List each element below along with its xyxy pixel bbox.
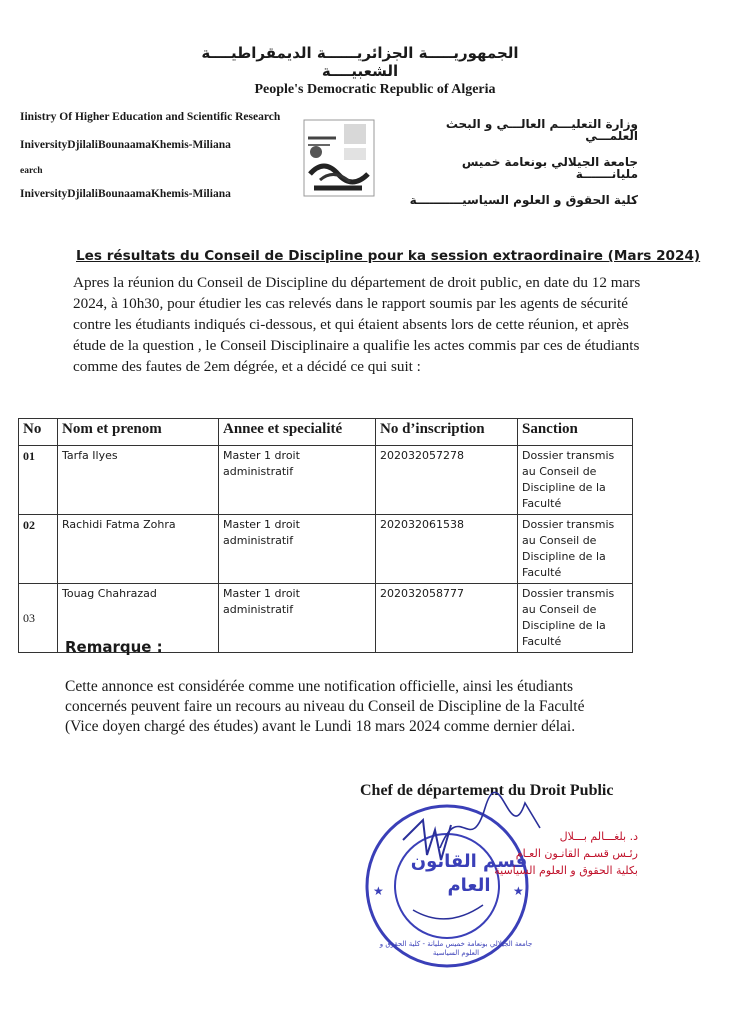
ministry-english: Iinistry Of Higher Education and Scientific Research	[20, 111, 281, 123]
remarque-label: Remarque :	[65, 638, 163, 656]
table-row	[19, 515, 633, 584]
signer-faculty-arabic: بكلية الحقوق و العلوم السياسية	[494, 864, 638, 877]
ministry-arabic: وزارة التعليـــم العالـــي و البحث العلمـــي	[445, 117, 638, 143]
university-logo	[290, 118, 382, 200]
document-title: Les résultats du Conseil de Discipline pour ka session extraordinaire (Mars 2024)	[76, 248, 701, 264]
header-right-block	[400, 118, 638, 220]
row-name: Rachidi Fatma Zohra	[58, 515, 219, 584]
header-sanction: Sanction	[518, 419, 633, 446]
header-name: Nom et prenom	[58, 419, 219, 446]
svg-text:★: ★	[513, 884, 524, 898]
faculty-arabic: كلية الحقوق و العلوم السياسيـــــــــــة	[409, 193, 638, 207]
stamp-center-text: قسم القانون العام	[410, 851, 528, 896]
stamp-ring-text: جامعة الجيلالي بونعامة خميس مليانة - كلية الحقوق و العلوم السياسية	[379, 940, 533, 957]
results-table	[18, 418, 633, 653]
row-no: 01	[19, 446, 58, 515]
row-year: Master 1 droit administratif	[219, 584, 376, 653]
research-fragment: earch	[20, 166, 43, 176]
row-sanction: Dossier transmis au Conseil de Discipline de la Faculté	[518, 446, 633, 515]
row-inscription: 202032061538	[376, 515, 518, 584]
signer-title: Chef de département du Droit Public	[360, 782, 614, 799]
republic-title-arabic: الجمهوريـــــة الجزائريــــــة الديمقراطيــــة الشعبيــــة	[201, 44, 519, 80]
header-inscription: No d’inscription	[376, 419, 518, 446]
handwritten-signature	[430, 788, 550, 858]
intro-paragraph: Apres la réunion du Conseil de Discipline du département de droit public, en date du 12 mars 2024, à 10h30, pour étudier les cas relevés dans le rapport soumis par les agents de sécurité contre les étudiants indiqués ci-dessous, et qui étaient absents lors de cette réunion, et après étude de la question , le Conseil Disciplinaire a qualifie les actes commis par ces de étudiants comme des fautes de 2em dégrée, et a décidé ce qui suit :	[73, 274, 641, 375]
remarque-text: Cette annonce est considérée comme une notification officielle, ainsi les étudiants concernés peuvent faire un recours au niveau du Conseil de Discipline de la Faculté (Vice doyen chargé des études) avant le Lundi 18 mars 2024 comme dernier délai.	[65, 678, 585, 735]
republic-title-english: People's Democratic Republic of Algeria	[254, 82, 496, 97]
signer-name-arabic: د. بلغـــالم بـــلال	[559, 830, 638, 843]
table-row	[19, 446, 633, 515]
row-year: Master 1 droit administratif	[219, 515, 376, 584]
table-header-row	[19, 419, 633, 446]
svg-text:★: ★	[373, 884, 384, 898]
university-english-2: IniversityDjilaliBounaamaKhemis-Miliana	[20, 187, 231, 200]
row-inscription: 202032058777	[376, 584, 518, 653]
row-name: Touag Chahrazad	[58, 584, 219, 653]
university-arabic: جامعة الجيلالي بونعامة خميس مليانـــــــة	[461, 155, 638, 181]
row-inscription: 202032057278	[376, 446, 518, 515]
row-no: 03	[19, 584, 58, 653]
signer-role-arabic: رئـس قسـم القانـون العـام	[515, 847, 638, 860]
row-name: Tarfa Ilyes	[58, 446, 219, 515]
row-no: 02	[19, 515, 58, 584]
row-sanction: Dossier transmis au Conseil de Discipline de la Faculté	[518, 515, 633, 584]
row-sanction: Dossier transmis au Conseil de Discipline de la Faculté	[518, 584, 633, 653]
header-left-block	[20, 112, 280, 216]
header-year-specialty: Annee et specialité	[219, 419, 376, 446]
header-no: No	[19, 419, 58, 446]
university-english-1: IniversityDjilaliBounaamaKhemis-Miliana	[20, 138, 231, 151]
row-year: Master 1 droit administratif	[219, 446, 376, 515]
